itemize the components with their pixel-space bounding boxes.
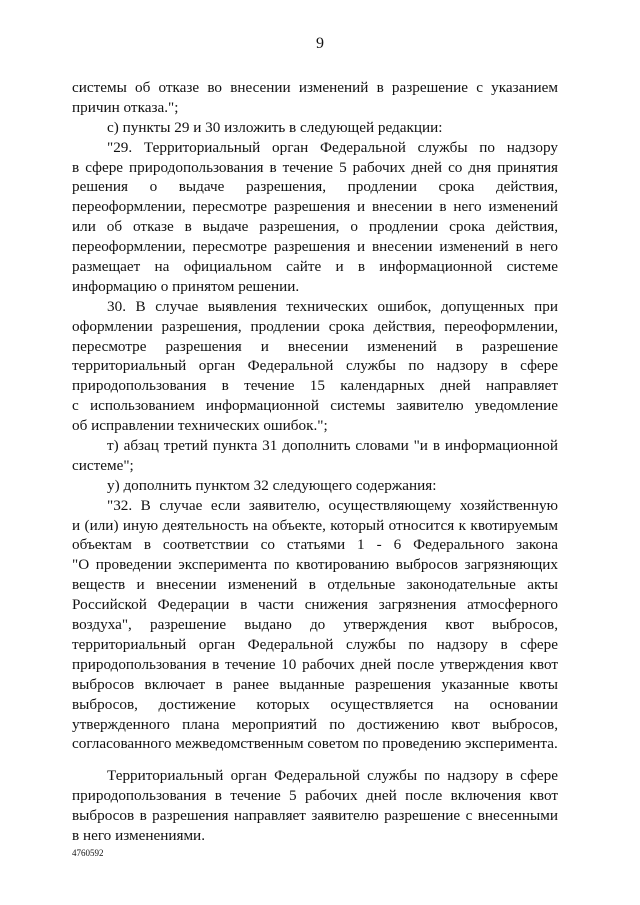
text-line: "32. В случае если заявителю, осуществляющему хозяйственную [107,496,558,514]
text-line: согласованного межведомственным советом по проведению эксперимента. [72,735,558,753]
text-line: в сфере природопользования в течение 5 рабочих дней со дня принятия [72,158,558,176]
text-line: природопользования в течение 10 рабочих дней после утверждения квот [72,655,558,673]
text-line: с) пункты 29 и 30 изложить в следующей редакции: [107,118,443,136]
text-line: информацию о принятом решении. [72,277,300,295]
text-line: территориальный орган Федеральной службы по надзору в сфере [72,357,558,375]
text-line: "О проведении эксперимента по квотированию выбросов загрязняющих [72,556,558,574]
text-line: причин отказа."; [72,98,179,116]
text-line: выбросов включает в ранее выданные разрешения указанные квоты [72,675,558,693]
text-line: или об отказе в выдаче разрешения, о продлении срока действия, [72,218,558,236]
document-code: 4760592 [72,848,104,858]
text-line: решения о выдаче разрешения, продлении срока действия, [72,178,558,196]
text-line: выбросов, достижение которых осуществляется на основании [72,695,558,713]
text-line: системы об отказе во внесении изменений в разрешение с указанием [72,79,558,96]
text-line: переоформлении, пересмотре разрешения и внесении изменений в него [72,238,558,256]
text-line: 30. В случае выявления технических ошибок, допущенных при [107,297,558,315]
text-line: размещает на официальном сайте и в информационной системе [72,258,558,276]
text-line: территориальный орган Федеральной службы по надзору в сфере [72,635,558,653]
text-line: "29. Территориальный орган Федеральной службы по надзору [107,138,558,156]
text-line: Российской Федерации в части снижения загрязнения атмосферного [72,596,558,614]
text-line: воздуха", разрешение выдано до утверждения квот выбросов, [72,616,558,634]
text-line: веществ и внесении изменений в отдельные законодательные акты [72,576,558,594]
page-number: 9 [316,35,324,52]
text-line: об исправлении технических ошибок."; [72,417,328,435]
text-line: пересмотре разрешения и внесении изменений в разрешение [72,337,558,355]
text-line: переоформлении, пересмотре разрешения и внесении в него изменений [72,198,558,216]
text-line: утвержденного плана мероприятий по достижению квот выбросов, [72,715,558,733]
text-line: объектам в соответствии со статьями 1 - 6 Федерального закона [72,536,558,554]
text-line: т) абзац третий пункта 31 дополнить словами "и в информационной [107,437,558,455]
document-body [72,78,558,846]
text-line: в него изменениями. [72,826,205,844]
text-line: с использованием информационной системы заявителю уведомление [72,397,558,415]
text-line: природопользования в течение 15 календарных дней направляет [72,377,558,395]
text-line: у) дополнить пунктом 32 следующего содержания: [107,476,437,494]
text-line: выбросов в разрешения направляет заявителю разрешение с внесенными [72,807,558,825]
text-line: природопользования в течение 5 рабочих дней после включения квот [72,787,558,805]
text-line: Территориальный орган Федеральной службы по надзору в сфере [107,767,558,785]
text-line: системе"; [72,456,134,474]
text-line: оформлении разрешения, продлении срока действия, переоформлении, [72,317,558,335]
text-line: и (или) иную деятельность на объекте, который относится к квотируемым [72,516,558,534]
paragraph-gap [72,754,558,766]
